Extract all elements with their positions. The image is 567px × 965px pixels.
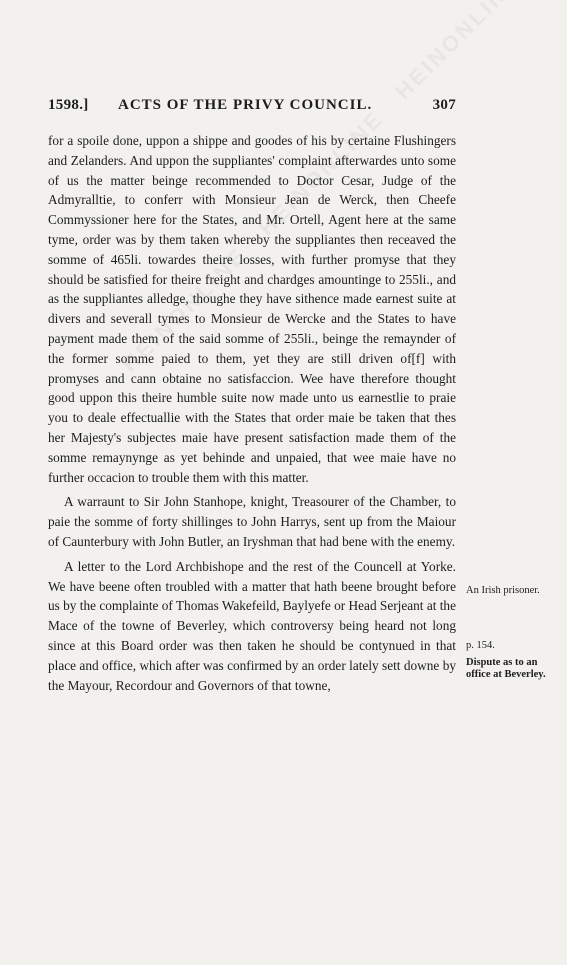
paragraph-1: for a spoile done, uppon a shippe and goodes of his by certaine Flushingers and Zelanders. And uppon the suppliantes' complaint afterwardes unto some of us the matter beinge recommended to Doctor Cesar, Judge of the Admyralltie, to conferr with Monsieur Jean de Werck, then Cheefe Commyssioner here for the States, and Mr. Ortell, Agent here at the same tyme, order was by them taken whereby the suppliantes then receaved the somme of 465li. towardes theire losses, with further promyse that they should be satisfied for theire freight and chardges amountinge to 255li., and as the suppliantes alledge, thoughe they have sithence made earnest suite at divers and severall tymes to Monsieur de Wercke and the States to have payment made them of the said somme of 255li., beinge the remaynder of the former somme paied to them, yet they are still driven of[f] with promyses and cann obtaine no satisfaccion. Wee have therefore thought good uppon this theire humble suite now made unto us earnestlie to praie you to deale effectuallie with the States that order maie be taken that thes her Majesty's subjectes maie have present satisfaction made them of the somme remaynynge as yet behinde and unpaied, that wee maie have no further occacion to trouble them with this matter. [48, 133, 456, 485]
header-year: 1598.] [48, 97, 89, 113]
paragraph-2: A warraunt to Sir John Stanhope, knight, Treasourer of the Chamber, to paie the somme of forty shillinges to John Harrys, sent up from the Maiour of Caunterbury with John Butler, an Iryshman that had bene with the enemy. [48, 494, 456, 549]
margin-note-irish-prisoner: An Irish prisoner. [466, 585, 540, 596]
margin-note-page-ref: p. 154. [466, 640, 495, 651]
margin-note-dispute: Dispute as to an office at Beverley. [466, 657, 546, 680]
paragraph-3: A letter to the Lord Archbishope and the rest of the Councell at Yorke. We have beene often troubled with a matter that hath beene brought before us by the complainte of Thomas Wakefeild, Baylyefe or Head Serjeant at the Mace of the towne of Beverley, which controversy being heard not long since at this Board order was then taken he should be contynued in that place and office, which after was confirmed by an order lately sett downe by the Mayour, Recordour and Governors of that towne, [48, 558, 456, 693]
header-title: ACTS OF THE PRIVY COUNCIL. [118, 97, 373, 113]
header-page-number: 307 [432, 97, 456, 113]
main-text [48, 131, 456, 695]
